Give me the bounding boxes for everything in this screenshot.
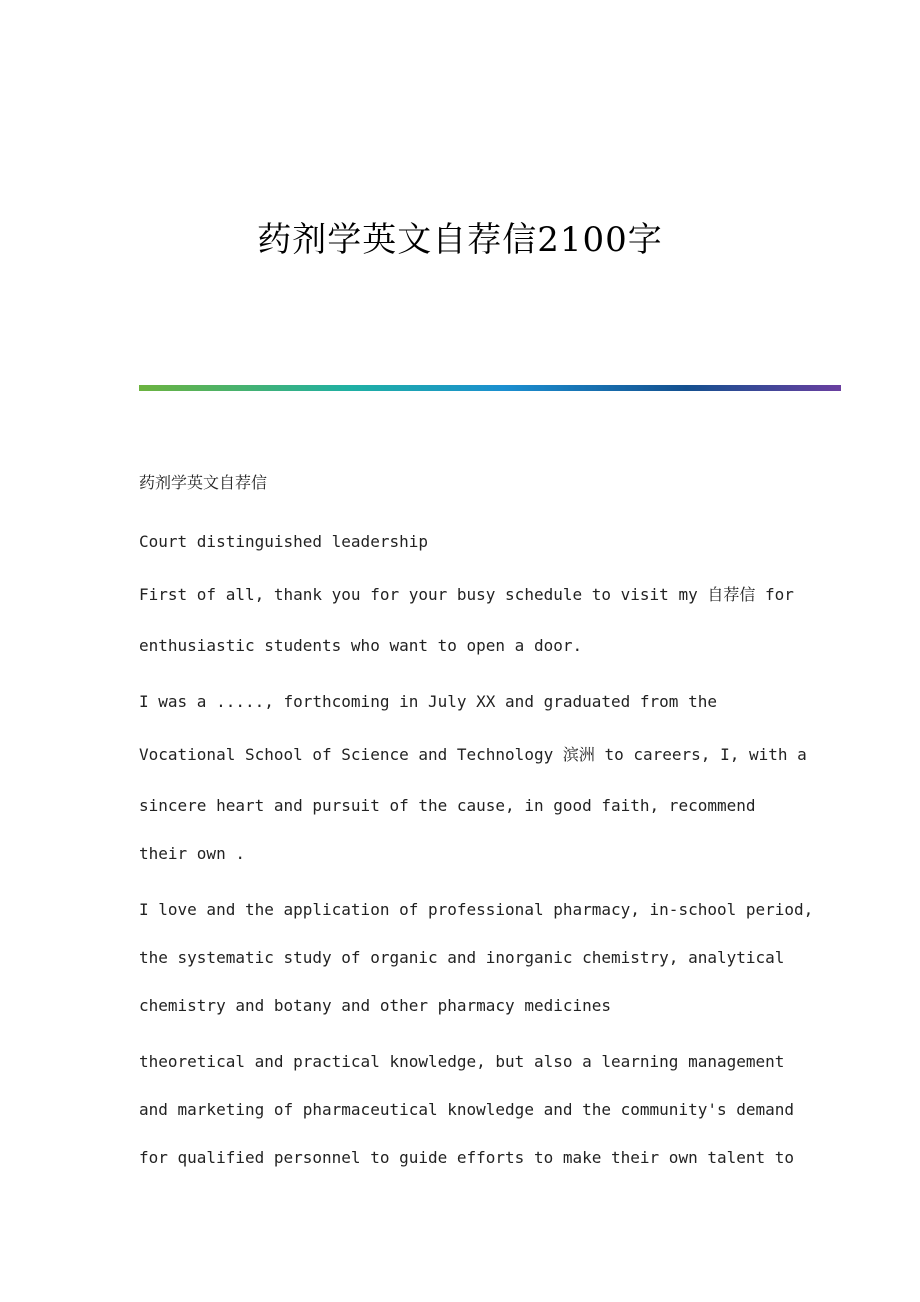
- document-title: 药剂学英文自荐信2100字: [257, 220, 663, 260]
- body-line: First of all, thank you for your busy schedule to visit my 自荐信 for: [139, 585, 794, 604]
- body-line: and marketing of pharmaceutical knowledge and the community's demand: [139, 1100, 795, 1119]
- body-line: enthusiastic students who want to open a door.: [139, 636, 583, 655]
- title-divider: [139, 385, 841, 391]
- body-line: the systematic study of organic and inorganic chemistry, analytical: [139, 948, 785, 967]
- body-line: theoretical and practical knowledge, but also a learning management: [139, 1052, 785, 1071]
- body-line: I was a ....., forthcoming in July XX and graduated from the: [139, 692, 717, 711]
- heading-line: 药剂学英文自荐信: [139, 473, 268, 492]
- body-line: I love and the application of professional pharmacy, in-school period,: [139, 900, 814, 919]
- body-line: Vocational School of Science and Technology 滨洲 to careers, I, with a: [139, 745, 807, 764]
- body-line: for qualified personnel to guide efforts to make their own talent to: [139, 1148, 795, 1167]
- body-line: sincere heart and pursuit of the cause, in good faith, recommend: [139, 796, 756, 815]
- body-line: chemistry and botany and other pharmacy medicines: [139, 996, 612, 1015]
- salutation-line: Court distinguished leadership: [139, 532, 428, 551]
- body-line: their own .: [139, 844, 245, 863]
